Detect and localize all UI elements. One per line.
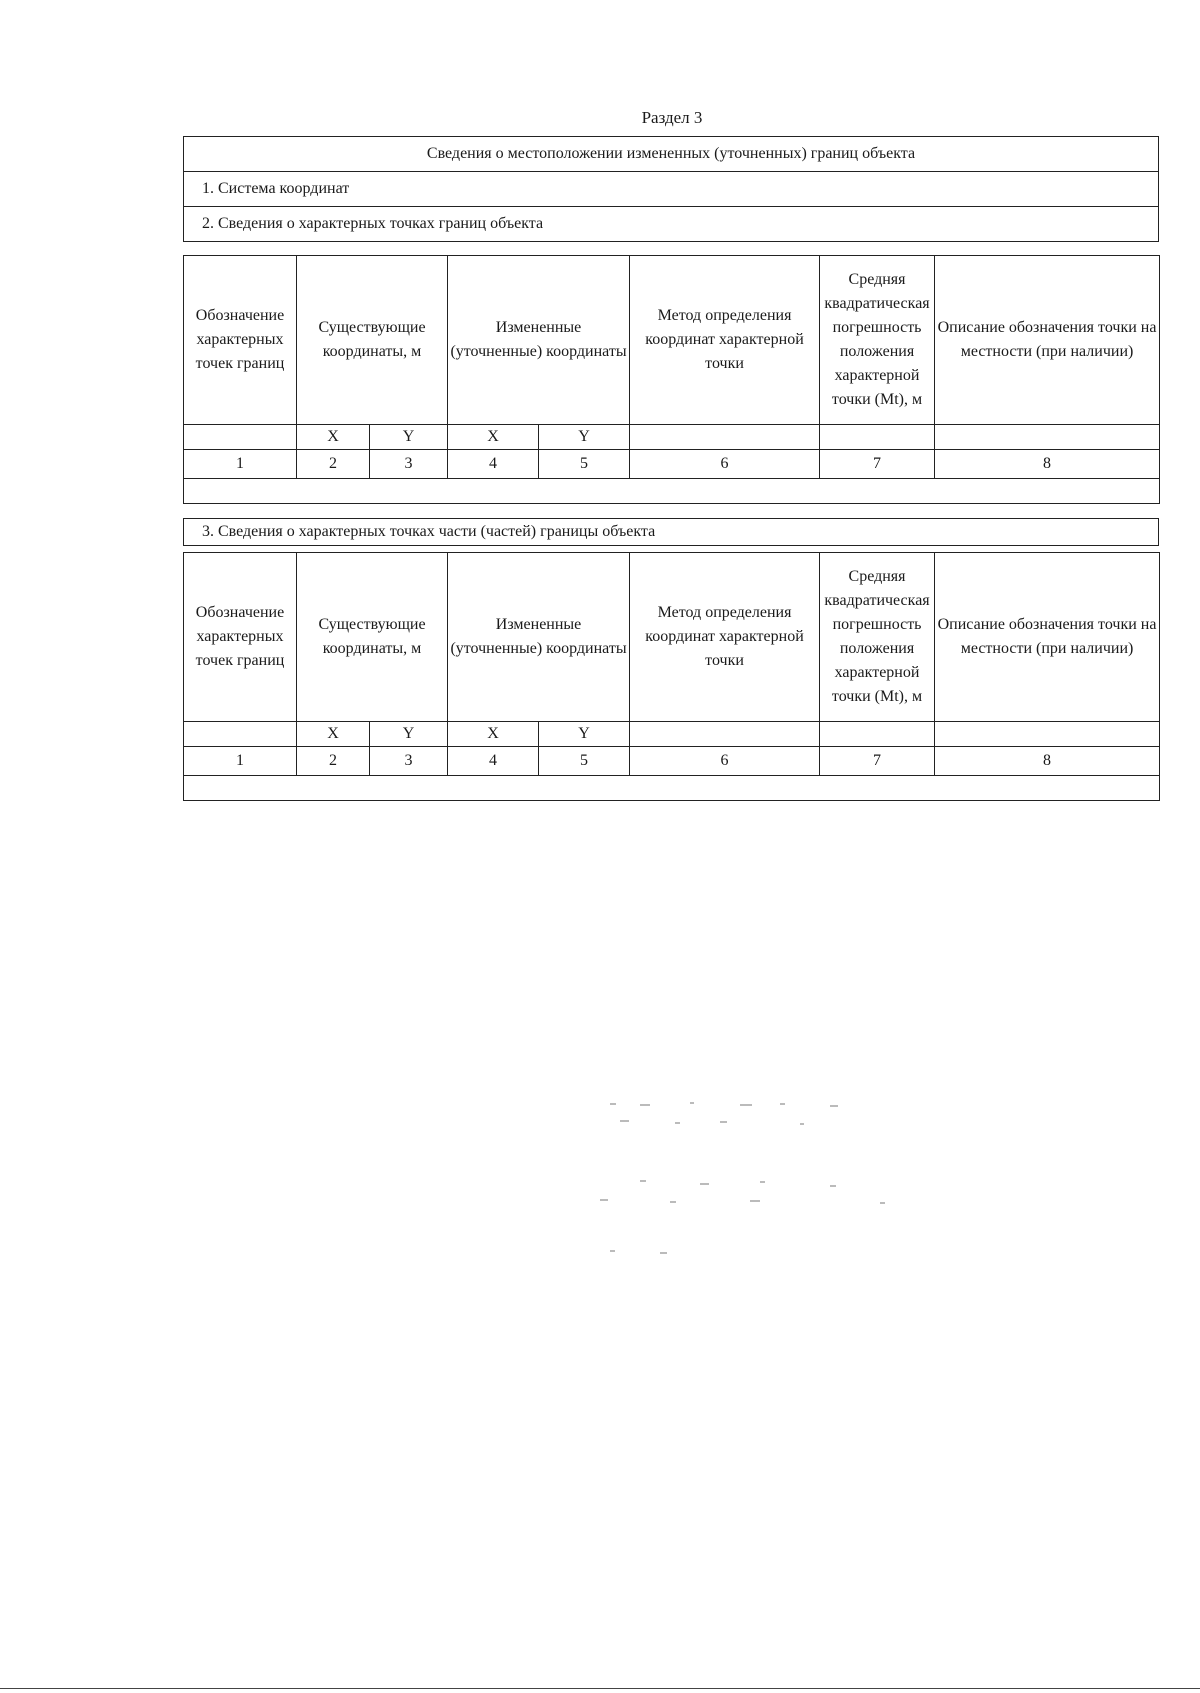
- table-cell: [184, 425, 297, 450]
- coordinate-system-row: 1. Система координат: [184, 172, 1158, 207]
- y-label: Y: [370, 722, 448, 747]
- col-changed-coords: Измененные (уточненные) координаты: [448, 553, 630, 722]
- col-number: 5: [539, 747, 630, 776]
- table-xy-row: [184, 425, 1160, 450]
- col-number: 7: [820, 450, 935, 479]
- col-mean-square-error: Средняя квадратическая погрешность положения характерной точки (Mt), м: [820, 553, 935, 722]
- section-header-box: [183, 136, 1159, 242]
- col-point-designation: Обозначение характерных точек границ: [184, 256, 297, 425]
- col-number: 2: [297, 747, 370, 776]
- table-cell: [184, 722, 297, 747]
- part-points-heading: 3. Сведения о характерных точках части (частей) границы объекта: [202, 523, 656, 540]
- x-label: X: [448, 722, 539, 747]
- section-title: Раздел 3: [641, 108, 703, 127]
- col-existing-coords: Существующие координаты, м: [297, 553, 448, 722]
- col-number: 4: [448, 747, 539, 776]
- col-number: 8: [935, 747, 1160, 776]
- col-number: 5: [539, 450, 630, 479]
- table-cell: [820, 722, 935, 747]
- col-point-designation: Обозначение характерных точек границ: [184, 553, 297, 722]
- x-label: X: [448, 425, 539, 450]
- y-label: Y: [539, 425, 630, 450]
- part-points-table: [183, 552, 1160, 801]
- table-number-row: [184, 747, 1160, 776]
- x-label: X: [297, 722, 370, 747]
- col-number: 1: [184, 747, 297, 776]
- table-header-row: [184, 553, 1160, 722]
- table-xy-row: [184, 722, 1160, 747]
- table-header-row: [184, 256, 1160, 425]
- table-empty-row: [184, 479, 1160, 504]
- col-method: Метод определения координат характерной точки: [630, 553, 820, 722]
- col-mean-square-error: Средняя квадратическая погрешность положения характерной точки (Mt), м: [820, 256, 935, 425]
- col-number: 6: [630, 450, 820, 479]
- boundary-points-heading: 2. Сведения о характерных точках границ объекта: [202, 215, 544, 232]
- col-changed-coords: Измененные (уточненные) координаты: [448, 256, 630, 425]
- col-number: 4: [448, 450, 539, 479]
- scan-noise: [580, 1095, 960, 1295]
- table-cell: [184, 479, 1160, 504]
- table-empty-row: [184, 776, 1160, 801]
- y-label: Y: [370, 425, 448, 450]
- col-method: Метод определения координат характерной точки: [630, 256, 820, 425]
- col-number: 3: [370, 747, 448, 776]
- table-cell: [630, 425, 820, 450]
- col-number: 1: [184, 450, 297, 479]
- col-description: Описание обозначения точки на местности (при наличии): [935, 553, 1160, 722]
- col-number: 2: [297, 450, 370, 479]
- table-cell: [935, 722, 1160, 747]
- boundary-points-table: [183, 255, 1160, 504]
- col-number: 6: [630, 747, 820, 776]
- table-cell: [184, 776, 1160, 801]
- main-header-title: Сведения о местоположении измененных (уточненных) границ объекта: [184, 137, 1158, 172]
- col-number: 3: [370, 450, 448, 479]
- page-bottom-line: [0, 1688, 1200, 1689]
- table-cell: [630, 722, 820, 747]
- part-header-box: [183, 518, 1159, 546]
- col-number: 8: [935, 450, 1160, 479]
- col-number: 7: [820, 747, 935, 776]
- table-cell: [820, 425, 935, 450]
- x-label: X: [297, 425, 370, 450]
- col-existing-coords: Существующие координаты, м: [297, 256, 448, 425]
- y-label: Y: [539, 722, 630, 747]
- table-cell: [935, 425, 1160, 450]
- table-number-row: [184, 450, 1160, 479]
- col-description: Описание обозначения точки на местности (при наличии): [935, 256, 1160, 425]
